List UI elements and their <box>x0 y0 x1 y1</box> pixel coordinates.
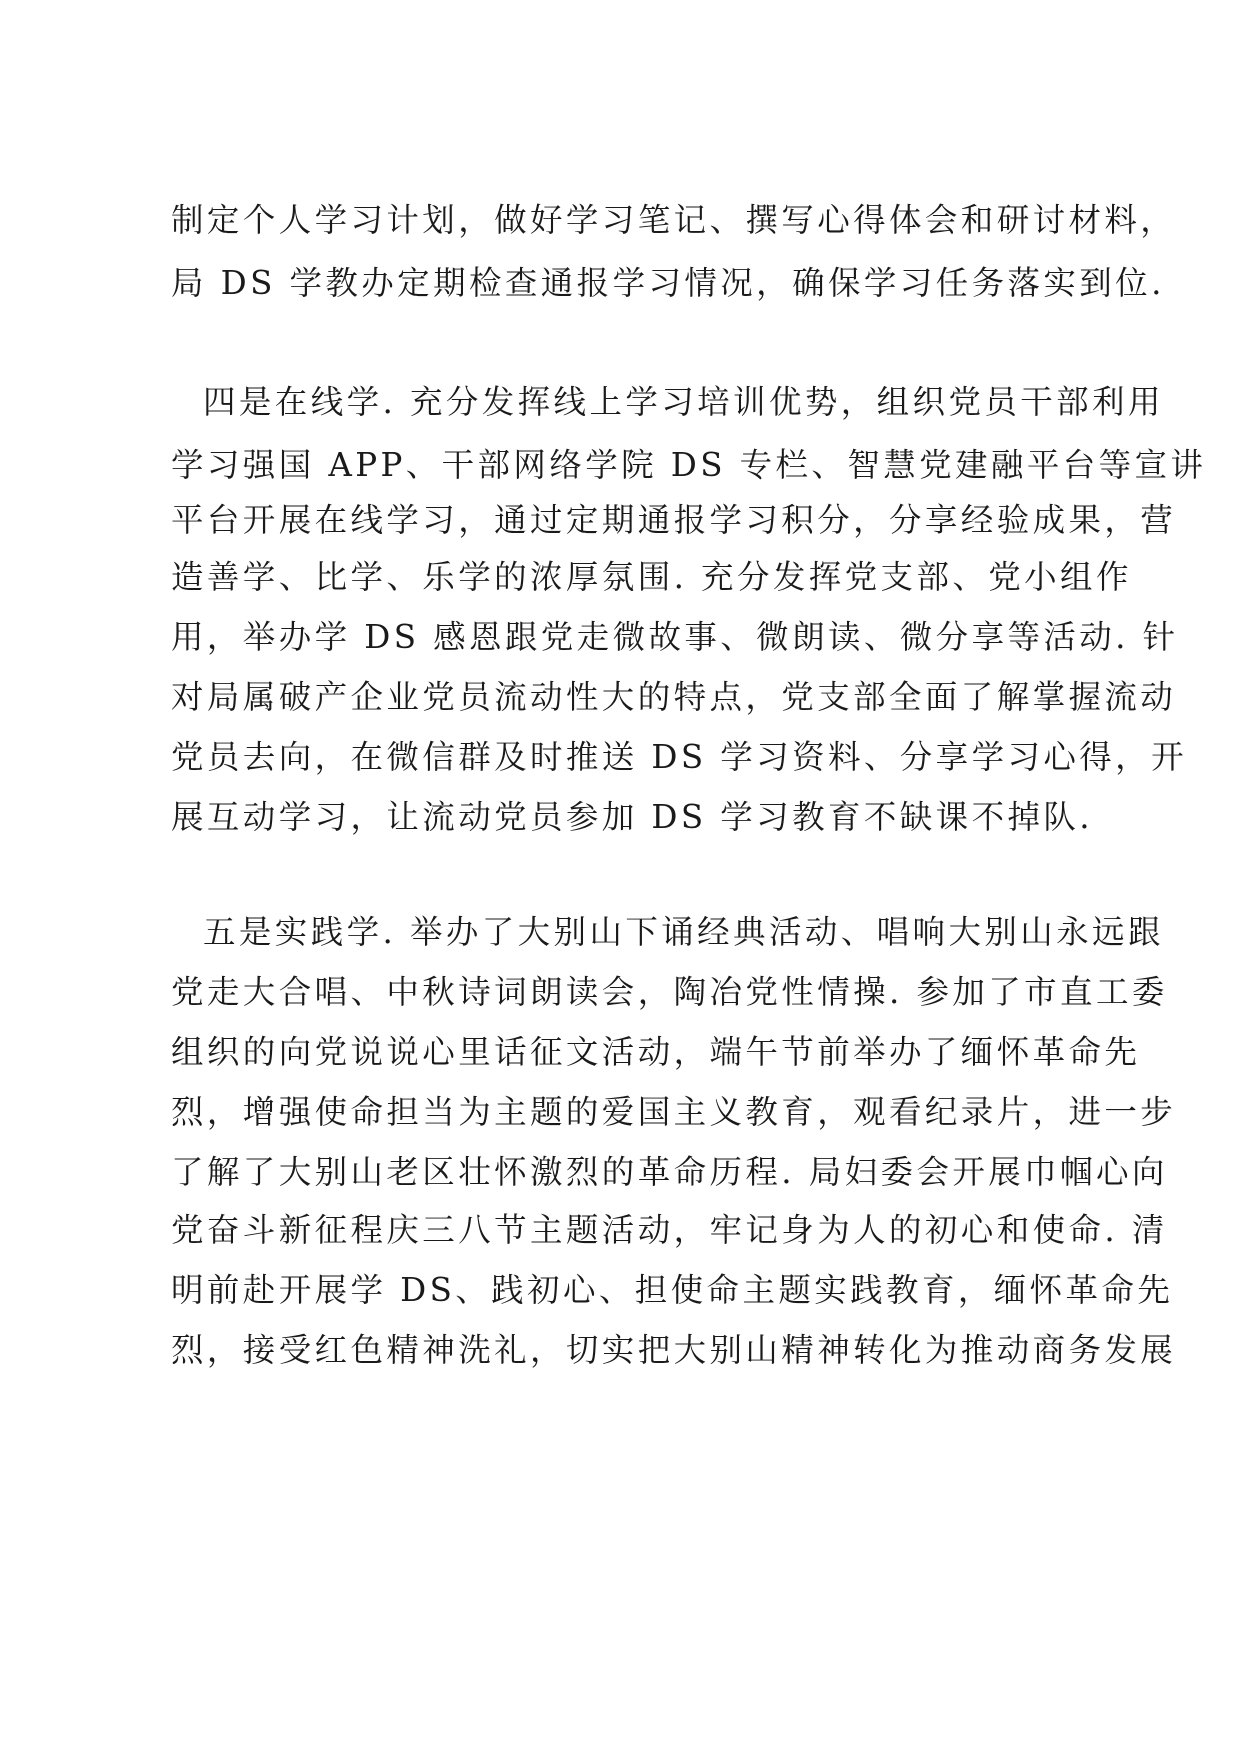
paragraph-line: 局 DS 学教办定期检查通报学习情况，确保学习任务落实到位. <box>171 264 1165 302</box>
paragraph-line: 烈，接受红色精神洗礼，切实把大别山精神转化为推动商务发展 <box>171 1331 1177 1369</box>
paragraph-line: 党奋斗新征程庆三八节主题活动，牢记身为人的初心和使命. 清 <box>171 1211 1168 1249</box>
paragraph-line: 党走大合唱、中秋诗词朗读会，陶冶党性情操. 参加了市直工委 <box>171 973 1168 1011</box>
paragraph-line: 烈，增强使命担当为主题的爱国主义教育，观看纪录片，进一步 <box>171 1093 1177 1131</box>
paragraph-line: 造善学、比学、乐学的浓厚氛围. 充分发挥党支部、党小组作 <box>171 558 1132 596</box>
paragraph-line: 用，举办学 DS 感恩跟党走微故事、微朗读、微分享等活动. 针 <box>171 618 1179 656</box>
paragraph-line: 制定个人学习计划，做好学习笔记、撰写心得体会和研讨材料， <box>171 201 1177 239</box>
paragraph-line: 展互动学习，让流动党员参加 DS 学习教育不缺课不掉队. <box>171 798 1094 836</box>
paragraph-line: 五是实践学. 举办了大别山下诵经典活动、唱响大别山永远跟 <box>203 913 1164 951</box>
paragraph-line: 明前赴开展学 DS、践初心、担使命主题实践教育，缅怀革命先 <box>171 1271 1174 1309</box>
paragraph-line: 学习强国 APP、干部网络学院 DS 专栏、智慧党建融平台等宣讲 <box>171 446 1207 484</box>
paragraph-line: 组织的向党说说心里话征文活动，端午节前举办了缅怀革命先 <box>171 1033 1141 1071</box>
paragraph-line: 平台开展在线学习，通过定期通报学习积分，分享经验成果，营 <box>171 501 1177 539</box>
paragraph-line: 了解了大别山老区壮怀激烈的革命历程. 局妇委会开展巾帼心向 <box>171 1153 1168 1191</box>
paragraph-line: 四是在线学. 充分发挥线上学习培训优势，组织党员干部利用 <box>203 383 1164 421</box>
paragraph-line: 对局属破产企业党员流动性大的特点，党支部全面了解掌握流动 <box>171 678 1177 716</box>
paragraph-line: 党员去向，在微信群及时推送 DS 学习资料、分享学习心得，开 <box>171 738 1187 776</box>
